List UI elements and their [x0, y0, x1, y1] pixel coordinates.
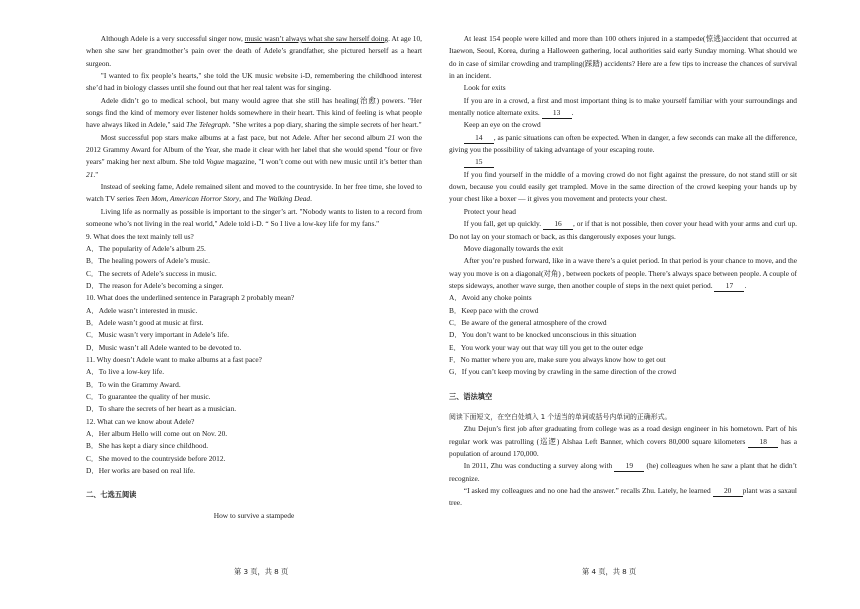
text: plant was a saxaul tree. — [449, 486, 797, 508]
option-b: B．Keep pace with the crowd — [449, 305, 539, 315]
grammar-paragraph-2 — [449, 460, 797, 485]
text: Adele didn’t go to medical school, but many would agree that she still has healing(治愈) powers. "Her songs find the kind of memory ever listener holds somewhere in their heart. This kind of feeling is what people have always liked in Adele," said — [86, 95, 422, 130]
blank-14[interactable]: 14 — [464, 133, 494, 144]
spacer — [449, 403, 797, 411]
option-c: C．Be aware of the general atmosphere of the crowd — [449, 317, 607, 327]
text: Although Adele is a very successful singer now, — [100, 34, 245, 43]
italic-title: Teen Mom — [135, 194, 167, 204]
italic-title: The Telegraph — [186, 120, 229, 130]
option-10d: D．Music wasn’t all Adele wanted to be devoted to. — [86, 342, 242, 352]
text: . — [310, 194, 312, 204]
blank-15[interactable]: 15 — [464, 157, 494, 168]
underlined-sentence: music wasn’t always what she saw herself doing — [244, 34, 389, 43]
italic-title: The Walking Dead — [255, 194, 311, 204]
question-10: 10. What does the underlined sentence in Paragraph 2 probably mean? — [86, 293, 295, 303]
text: If you are in a crowd, a first and most important thing is to make yourself familiar with your surroundings and mentally notice alternate exits. — [449, 95, 797, 118]
spacer — [86, 477, 422, 489]
blank-13[interactable]: 13 — [542, 108, 572, 119]
passage-paragraph-1 — [86, 33, 422, 70]
option-10c: C．Music wasn’t very important in Adele’s life. — [86, 330, 229, 340]
text: In 2011, Zhu was conducting a survey along with — [463, 461, 613, 471]
passage-paragraph-4 — [86, 132, 422, 181]
text: . — [204, 243, 206, 253]
cloze-intro: At least 154 people were killed and more than 100 others injured in a stampede(惊逃)accident that occurred at Itaewon, Seoul, Korea, during a Halloween gathering, local authorities said early Sunday morning. What should we do in case of similar crowding and trampling(踩踏) accidents? Here are a few tips to increase the chances of survival in an incident. — [449, 34, 797, 81]
italic-title: 21 — [387, 132, 396, 142]
text: . At age 10, when she saw her grandmother’s pain over the death of Adele’s grandfather, she pictured herself as a heart surgeon. — [86, 34, 422, 68]
text: , and — [239, 194, 256, 204]
text: won the 2012 Grammy Award for Album of the Year, she made it clear with her label that she would spend "four or five years" making her next album. She told — [86, 132, 423, 167]
text: magazine, "I won’t come out with new music until it’s better than — [224, 157, 423, 167]
text: , as panic situations can often be expected. When in danger, a few seconds can make all the difference, giving you the possibility of taking advantage of your escaping route. — [449, 132, 797, 155]
subheading-exits: Look for exits — [463, 83, 506, 93]
question-9: 9. What does the text mainly tell us? — [86, 231, 194, 241]
passage-paragraph-5 — [86, 181, 422, 206]
italic-title: Vogue — [206, 157, 225, 167]
cloze-paragraph-1: If you are in a crowd, a first and most important thing is to make yourself familiar with your surroundings and mentally notice alternate exits. 13 . — [449, 95, 797, 118]
italic-title: 21 — [86, 169, 94, 179]
blank-19[interactable]: 19 — [614, 461, 644, 472]
grammar-paragraph-3 — [449, 485, 797, 510]
option-11a: A．To live a low-key life. — [86, 367, 165, 377]
option-9c: C．The secrets of Adele’s success in music. — [86, 268, 217, 278]
passage-paragraph-2: "I wanted to fix people’s hearts," she told the UK music website i-D, remembering the childhood interest she’d had in biology classes until she found out that her real talent was for singing. — [86, 71, 422, 93]
text: If you fall, get up quickly. — [463, 219, 542, 229]
grammar-paragraph-1 — [449, 423, 797, 460]
option-12d: D．Her works are based on real life. — [86, 466, 195, 476]
blank-18[interactable]: 18 — [748, 437, 778, 448]
section-heading-3: 三、语法填空 — [449, 391, 493, 401]
question-12: 12. What can we know about Adele? — [86, 416, 195, 426]
cloze-paragraph-2 — [449, 132, 797, 157]
text: . "She writes a pop diary, sharing the simple secrets of her heart." — [228, 120, 422, 130]
option-a: A．Avoid any choke points — [449, 293, 532, 303]
text: Instead of seeking fame, Adele remained silent and moved to the countryside. In her free time, she loved to watch TV series — [86, 182, 422, 204]
subheading-diagonal: Move diagonally towards the exit — [463, 243, 564, 253]
blank-line-15 — [449, 156, 797, 168]
option-11d: D．To share the secrets of her heart as a musician. — [86, 404, 237, 414]
passage-paragraph-6: Living life as normally as possible is important to the singer’s art. "Nobody wants to listen to a record from someone who’s not living in the real world," Adele told i-D. “ So I live a low-key life for my fans." — [86, 206, 422, 229]
option-9a — [86, 243, 422, 255]
page-number-left: 第 3 页，共 8 页 — [234, 567, 289, 576]
text: Most successful pop stars make albums at a fast pace, but not Adele. After her second album — [100, 132, 388, 142]
page-number-right: 第 4 页，共 8 页 — [582, 567, 637, 576]
blank-16[interactable]: 16 — [543, 219, 573, 230]
option-g: G．If you can’t keep moving by crawling in the same direction of the crowd — [449, 367, 677, 377]
option-9b: B．The healing powers of Adele’s music. — [86, 256, 210, 266]
grammar-instructions: 阅读下面短文，在空白处填入 1 个适当的单词或括号内单词的正确形式。 — [449, 412, 672, 421]
text: “I asked my colleagues and no one had the answer.” recalls Zhu. Lately, he learned — [463, 486, 711, 496]
option-11b: B．To win the Grammy Award. — [86, 379, 181, 389]
text: , — [166, 194, 171, 204]
option-12c: C．She moved to the countryside before 2012. — [86, 453, 226, 463]
option-f: F．No matter where you are, make sure you always know how to get out — [449, 354, 666, 364]
cloze-paragraph-5: After you’re pushed forward, like in a wave there’s a quiet period. In that period is your chance to move, and the way you move is on a diagonal(对角) , between pockets of people. There’s always space between people. A couple of steps sideways, another wave surge, then another couple of steps in the next quiet period. 17 . — [449, 256, 797, 290]
text: ." — [93, 169, 99, 179]
cloze-paragraph-3: If you find yourself in the middle of a moving crowd do not fight against the pressure, do not stand still or sit down, because you could easily get trampled. Move in the same direction of the crowd keeping your hands up by your chest like a boxer — it gives you movement and protects your chest. — [449, 169, 797, 204]
subheading-head: Protect your head — [463, 206, 516, 216]
italic-title: 25 — [196, 243, 205, 253]
text: After you’re pushed forward, like in a wave there’s a quiet period. In that period is your chance to move, and the way you move is on a diagonal(对角) , between pockets of people. There’s always space between people. A couple of steps sideways, another wave surge, then another couple of steps in the next quiet period. — [449, 256, 797, 290]
cloze-paragraph-4 — [449, 218, 797, 243]
passage-paragraph-3 — [86, 95, 422, 132]
subheading-crowd: Keep an eye on the crowd — [463, 120, 541, 130]
blank-17[interactable]: 17 — [714, 281, 744, 292]
text: A．The popularity of Adele’s album — [86, 243, 197, 253]
left-column — [86, 33, 422, 522]
option-12a: A．Her album Hello will come out on Nov. 20. — [86, 429, 228, 438]
right-column — [449, 33, 797, 510]
spacer — [86, 502, 422, 510]
question-11: 11. Why doesn’t Adele want to make albums at a fast pace? — [86, 354, 262, 364]
passage-title: How to survive a stampede — [213, 510, 295, 520]
option-e: E．You work your way out that way till you get to the outer edge — [449, 342, 644, 352]
option-9d: D．The reason for Adele’s becoming a singer. — [86, 280, 224, 290]
spacer — [449, 379, 797, 391]
option-10a: A．Adele wasn’t interested in music. — [86, 305, 198, 315]
italic-title: American Horror Story — [170, 194, 240, 204]
option-d: D．You don’t want to be knocked unconscious in this situation — [449, 330, 637, 340]
option-12b: B．She has kept a diary since childhood. — [86, 441, 209, 451]
text: Zhu Dejun’s first job after graduating from college was as a road design engineer in his hometown. Part of his regular work was patrolling (巡逻) Alshaa Left Banner, which covers 80,000 square kilometers — [449, 424, 797, 446]
blank-20[interactable]: 20 — [713, 486, 743, 497]
text: has a population of around 170,000. — [449, 436, 797, 458]
text: (he) colleagues when he saw a plant that he didn’t recognize. — [449, 461, 797, 483]
option-11c: C．To guarantee the quality of her music. — [86, 391, 211, 401]
text: , or if that is not possible, then cover your head with your arms and curl up. Do not lay on your stomach or back, as this dangerously exposes your lungs. — [449, 219, 797, 241]
option-10b: B．Adele wasn’t good at music at first. — [86, 317, 204, 327]
section-heading-2: 二、七选五阅读 — [86, 490, 137, 500]
